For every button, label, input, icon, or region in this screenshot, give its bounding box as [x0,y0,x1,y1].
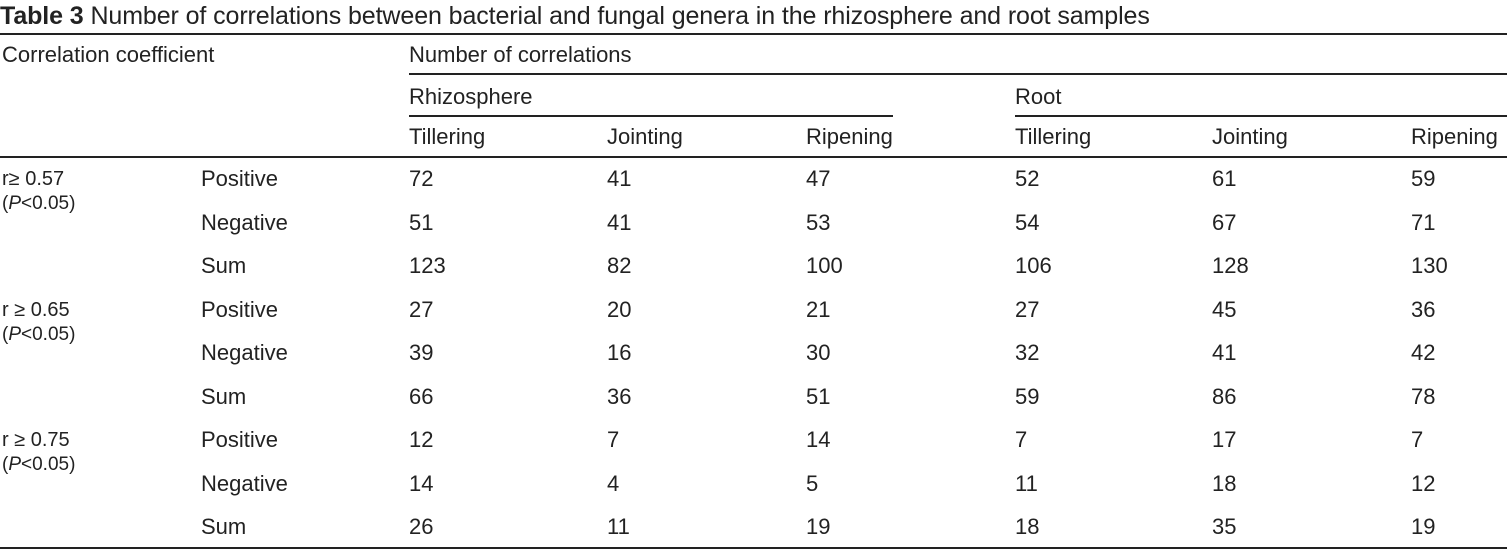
root-subrule [1015,115,1507,117]
table-cell: 78 [1411,383,1436,409]
table-cell: 100 [806,253,843,278]
table-cell: 106 [1015,253,1052,278]
header-correlation-coefficient: Correlation coefficient [2,42,215,67]
row-type-sum: Sum [201,514,247,539]
table-label: Table 3 [0,2,84,30]
table-cell: 41 [607,209,632,235]
table-cell: 41 [1212,340,1237,365]
table-cell: 11 [607,514,630,539]
table-cell: 53 [806,209,831,235]
table-cell: 7 [1015,427,1028,452]
threshold-value: r ≥ 0.75 [2,429,70,451]
p-threshold: <0.05) [21,454,76,475]
bottom-rule [0,547,1507,549]
table-cell: 36 [1411,296,1436,322]
table-title: Number of correlations between bacterial and fungal genera in the rhizosphere and root samples [90,2,1150,30]
table-cell: 27 [409,296,434,322]
table-cell: 30 [806,340,831,365]
table-cell: 51 [806,383,831,409]
row-type-sum: Sum [201,383,247,409]
table-cell: 59 [1015,383,1040,409]
header-stage-rhizosphere-jointing: Jointing [607,124,683,149]
table-caption [0,2,1150,30]
header-stage-rhizosphere-ripening: Ripening [806,124,893,149]
p-symbol: P [8,454,22,475]
table-cell: 19 [1411,514,1436,539]
table-cell: 54 [1015,209,1040,235]
threshold-label [2,427,75,477]
row-type-positive: Positive [201,166,279,191]
header-bottom-rule [0,156,1507,158]
table-cell: 82 [607,253,632,278]
row-type-positive: Positive [201,296,279,322]
row-type-positive: Positive [201,427,279,452]
table-cell: 47 [806,166,831,191]
table-cell: 14 [409,470,434,496]
row-type-negative: Negative [201,209,288,235]
table-cell: 41 [607,166,632,191]
threshold-label [2,297,75,347]
table-cell: 32 [1015,340,1040,365]
table-cell: 20 [607,296,632,322]
table-cell: 42 [1411,340,1436,365]
table-cell: 66 [409,383,434,409]
table-cell: 19 [806,514,831,539]
p-value-note: (P<0.05) [2,193,76,214]
table-cell: 12 [409,427,434,452]
header-stage-root-jointing: Jointing [1212,124,1288,149]
header-number-of-correlations: Number of correlations [409,42,632,67]
table-cell: 39 [409,340,434,365]
header-subrule [409,73,1507,75]
table-cell: 21 [806,296,831,322]
table-cell: 86 [1212,383,1237,409]
table-cell: 5 [806,470,819,496]
table-cell: 52 [1015,166,1040,191]
top-rule [0,33,1507,35]
table-cell: 67 [1212,209,1237,235]
threshold-label [2,166,75,216]
table-cell: 11 [1015,470,1038,496]
threshold-value: r ≥ 0.65 [2,298,70,321]
p-threshold: <0.05) [21,193,76,214]
table-cell: 18 [1015,514,1040,539]
p-value-note: (P<0.05) [2,323,76,345]
table-cell: 45 [1212,296,1237,322]
table-cell: 59 [1411,166,1436,191]
table-cell: 71 [1411,209,1436,235]
p-symbol: P [8,323,22,345]
table-cell: 72 [409,166,434,191]
table-cell: 128 [1212,253,1249,278]
row-type-negative: Negative [201,340,288,365]
header-stage-root-tillering: Tillering [1015,124,1092,149]
table-cell: 123 [409,253,446,278]
p-threshold: <0.05) [21,323,76,345]
table-cell: 61 [1212,166,1237,191]
p-symbol: P [8,193,22,214]
table-cell: 36 [607,383,632,409]
table-cell: 27 [1015,296,1040,322]
table-cell: 17 [1212,427,1237,452]
threshold-value: r≥ 0.57 [2,168,65,190]
header-stage-root-ripening: Ripening [1411,124,1498,149]
header-rhizosphere: Rhizosphere [409,84,533,109]
table-cell: 14 [806,427,831,452]
table-cell: 51 [409,209,434,235]
rhizosphere-subrule [409,115,893,117]
table-cell: 130 [1411,253,1448,278]
table-cell: 26 [409,514,434,539]
row-type-negative: Negative [201,470,288,496]
table-cell: 16 [607,340,632,365]
table-cell: 35 [1212,514,1237,539]
row-type-sum: Sum [201,253,247,278]
table-cell: 18 [1212,470,1237,496]
p-value-note: (P<0.05) [2,454,76,475]
table-cell: 7 [1411,427,1424,452]
header-stage-rhizosphere-tillering: Tillering [409,124,486,149]
table-cell: 12 [1411,470,1436,496]
table-cell: 4 [607,470,620,496]
table-cell: 7 [607,427,620,452]
header-root: Root [1015,84,1062,109]
